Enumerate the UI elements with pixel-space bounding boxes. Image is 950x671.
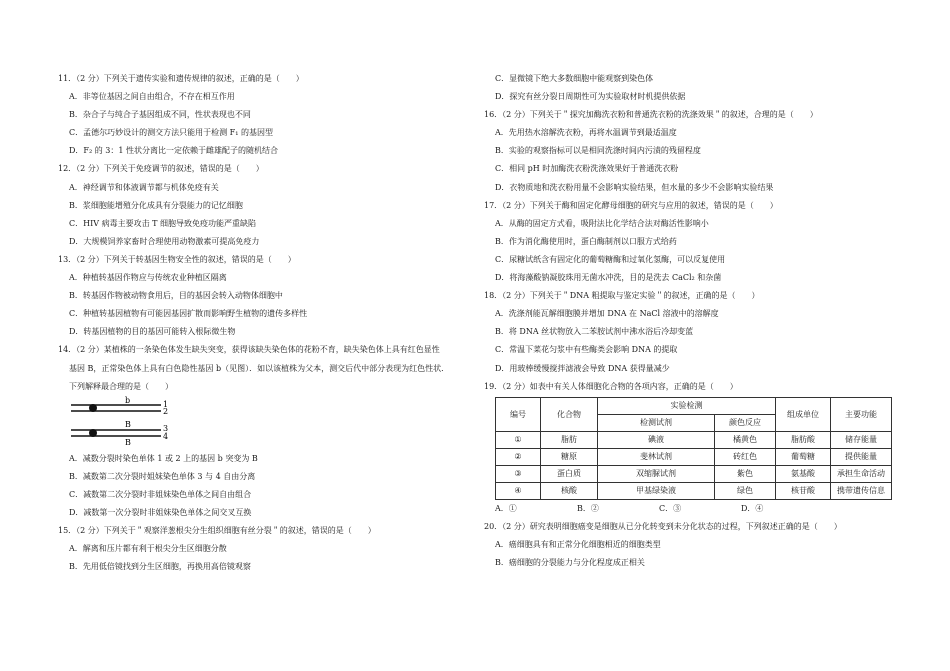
answer-option: D．用玻棒缓慢搅拌滤液会导致 DNA 获得量减少	[495, 363, 670, 373]
th-compound: 化合物	[541, 397, 598, 431]
answer-option: D．减数第一次分裂时非姐妹染色单体之间交叉互换	[69, 507, 252, 517]
answer-option: A．先用热水溶解洗衣粉，再将水温调节到最适温度	[495, 128, 677, 138]
table-cell: 脂肪	[541, 431, 598, 448]
th-test: 实验检测	[598, 397, 776, 414]
answer-option: A．解离和压片都有利于根尖分生区细胞分散	[69, 544, 227, 554]
answer-option: B．杂合子与纯合子基因组成不同，性状表现也不同	[69, 110, 251, 120]
table-cell: 核苷酸	[776, 482, 831, 499]
table-cell: 蛋白质	[541, 465, 598, 482]
table-cell: 脂肪酸	[776, 431, 831, 448]
table-cell: 糖原	[541, 448, 598, 465]
question-stem: 13．（2 分）下列关于转基因生物安全性的叙述，错误的是（ ）	[58, 254, 296, 264]
th-func: 主要功能	[831, 397, 892, 431]
question-stem: 16．（2 分）下列关于＂探究加酶洗衣粉和普通洗衣粉的洗涤效果＂的叙述，合理的是（ ）	[484, 110, 818, 120]
gene-label-B: B	[125, 437, 131, 447]
question-stem: 18．（2 分）下列关于＂DNA 粗提取与鉴定实验＂的叙述，正确的是（ ）	[484, 291, 760, 301]
question-stem: 15．（2 分）下列关于＂观察洋葱根尖分生组织细胞有丝分裂＂的叙述，错误的是（ ）	[58, 526, 376, 536]
table-cell: ③	[496, 465, 541, 482]
table-row	[496, 465, 892, 482]
table-cell: 紫色	[715, 465, 776, 482]
table-cell: 斐林试剂	[598, 448, 715, 465]
answer-option: B．实验的观察指标可以是相同洗涤时间内污渍的残留程度	[495, 146, 701, 156]
answer-option: D．F₂ 的 3：1 性状分离比一定依赖于雌雄配子的随机结合	[69, 146, 278, 156]
chromatid-number: 3	[163, 423, 169, 433]
chromosome-svg	[69, 396, 189, 450]
question-stem: 20．（2 分）研究表明细胞癌变是细胞从已分化转变到未分化状态的过程，下列叙述正确的是（ ）	[484, 521, 842, 531]
answer-option: C．显微镜下绝大多数细胞中能观察到染色体	[495, 74, 654, 83]
answer-option: A．种植转基因作物应与传统农业种植区隔离	[69, 273, 227, 283]
chromosome-diagram	[69, 396, 476, 450]
table-cell: 绿色	[715, 482, 776, 499]
answer-option: B．癌细胞的分裂能力与分化程度成正相关	[495, 557, 645, 567]
answer-option: B．作为消化酶使用时，蛋白酶制剂以口服方式给药	[495, 236, 677, 246]
centromere-bottom	[89, 429, 97, 437]
th-unit: 组成单位	[776, 397, 831, 431]
table-cell: 携带遗传信息	[831, 482, 892, 499]
table-cell: 葡萄糖	[776, 448, 831, 465]
left-column	[58, 70, 476, 576]
q19-options	[484, 500, 904, 518]
table-cell: 储存能量	[831, 431, 892, 448]
table-cell: 甲基绿染液	[598, 482, 715, 499]
table-row	[496, 482, 892, 499]
q19-option: D．④	[741, 503, 764, 513]
right-bottom-block	[484, 518, 904, 572]
answer-option: D．衣物质地和洗衣粉用量不会影响实验结果，但水量的多少不会影响实验结果	[495, 182, 774, 192]
answer-option: A．神经调节和体液调节都与机体免疫有关	[69, 182, 219, 192]
gene-label-b: b	[125, 395, 131, 405]
answer-option: A．减数分裂时染色单体 1 或 2 上的基因 b 突变为 B	[69, 453, 258, 463]
answer-option: B．浆细胞能增殖分化成具有分裂能力的记忆细胞	[69, 200, 243, 210]
table-row	[496, 431, 892, 448]
chromatid-number: 1	[163, 399, 169, 409]
table-cell: ①	[496, 431, 541, 448]
q19-option: B．②	[577, 503, 599, 513]
answer-option: C．种植转基因植物有可能因基因扩散而影响野生植物的遗传多样性	[69, 309, 308, 319]
question-stem: 19．（2 分）如表中有关人体细胞化合物的各项内容，正确的是（ ）	[484, 381, 738, 391]
answer-option: C．相同 pH 时加酶洗衣粉洗涤效果好于普通洗衣粉	[495, 164, 679, 174]
question-stem: 14．（2 分）某植株的一条染色体发生缺失突变，获得该缺失染色体的花粉不育，缺失染色体上具有红色显性	[58, 345, 440, 355]
answer-option: A．从酶的固定方式看，吸附法比化学结合法对酶活性影响小	[495, 218, 709, 228]
right-column	[484, 70, 904, 572]
gene-label-B: B	[125, 419, 131, 429]
answer-option: C．减数第二次分裂时非姐妹染色单体之间自由组合	[69, 489, 252, 499]
table-cell: ②	[496, 448, 541, 465]
answer-option: C．尿糖试纸含有固定化的葡萄糖酶和过氧化氢酶，可以反复使用	[495, 254, 726, 264]
table-row	[496, 448, 892, 465]
answer-option: A．洗涤剂能瓦解细胞膜并增加 DNA 在 NaCl 溶液中的溶解度	[495, 309, 719, 319]
answer-option: A．癌细胞具有和正常分化细胞相近的细胞类型	[495, 539, 661, 549]
right-top-block	[484, 70, 904, 396]
question-continuation: 基因 B，正常染色体上具有白色隐性基因 b（见图）．如以该植株为父本，测交后代中部分表现为红色性状．	[69, 363, 450, 373]
question-stem: 17．（2 分）下列关于酶和固定化酵母细胞的研究与应用的叙述，错误的是（ ）	[484, 200, 778, 210]
answer-option: C．常温下菜花匀浆中有些酶类会影响 DNA 的提取	[495, 345, 678, 355]
compound-table	[495, 397, 892, 500]
answer-option: D．探究有丝分裂日周期性可为实验取材时机提供依据	[495, 92, 686, 102]
answer-option: B．转基因作物被动物食用后，目的基因会转入动物体细胞中	[69, 291, 283, 301]
table-cell: 碘液	[598, 431, 715, 448]
answer-option: C．孟德尔巧妙设计的测交方法只能用于检测 F₁ 的基因型	[69, 128, 273, 138]
question-continuation: 下列解释最合理的是（ ）	[69, 381, 173, 391]
answer-option: B．减数第二次分裂时姐妹染色单体 3 与 4 自由分离	[69, 471, 256, 481]
chromatid-number: 2	[163, 406, 169, 416]
table-cell: ④	[496, 482, 541, 499]
answer-option: D．将海藻酸钠凝胶珠用无菌水冲洗，目的是洗去 CaCl₂ 和杂菌	[495, 273, 722, 283]
answer-option: B．先用低倍镜找到分生区细胞，再换用高倍镜观察	[69, 562, 251, 572]
q19-option: C．③	[659, 503, 682, 513]
question-stem: 11．（2 分）下列关于遗传实验和遗传规律的叙述，正确的是（ ）	[58, 74, 304, 83]
question-stem: 12．（2 分）下列关于免疫调节的叙述，错误的是（ ）	[58, 164, 264, 174]
table-cell: 氨基酸	[776, 465, 831, 482]
th-color: 颜色反应	[715, 414, 776, 431]
th-no: 编号	[496, 397, 541, 431]
answer-option: D．转基因植物的目的基因可能转入根际微生物	[69, 327, 236, 337]
answer-option: A．非等位基因之间自由组合，不存在相互作用	[69, 92, 235, 102]
chromatid-number: 4	[163, 431, 169, 441]
table-cell: 提供能量	[831, 448, 892, 465]
q19-option: A．①	[495, 503, 517, 513]
answer-option: B．将 DNA 丝状物放入二苯胺试剂中沸水浴后冷却变蓝	[495, 327, 694, 337]
table-cell: 核酸	[541, 482, 598, 499]
table-cell: 承担生命活动	[831, 465, 892, 482]
table-cell: 橘黄色	[715, 431, 776, 448]
table-cell: 双缩脲试剂	[598, 465, 715, 482]
table-cell: 砖红色	[715, 448, 776, 465]
centromere-top	[89, 404, 97, 412]
answer-option: C．HIV 病毒主要攻击 T 细胞导致免疫功能严重缺陷	[69, 218, 256, 228]
answer-option: D．大规模饲养家畜时合理使用动物激素可提高免疫力	[69, 236, 260, 246]
th-reagent: 检测试剂	[598, 414, 715, 431]
